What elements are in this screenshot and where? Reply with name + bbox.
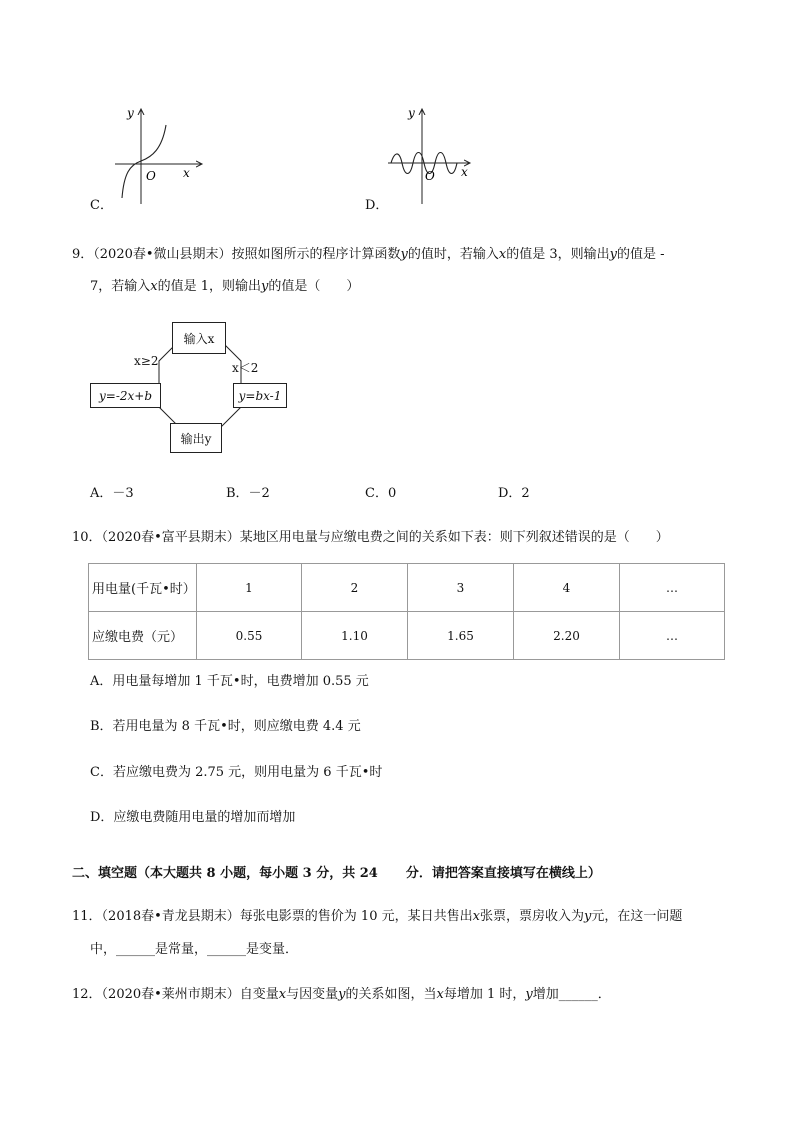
- table-cell: 用电量(千瓦•时）: [89, 564, 197, 612]
- origin-label: O: [425, 169, 435, 183]
- q9-option-c: C．0: [365, 486, 397, 501]
- table-cell: 1.10: [302, 612, 408, 660]
- q10-option-d: D．应缴电费随用电量的增加而增加: [90, 810, 296, 825]
- flow-left-formula-box: y=-2x+b: [90, 383, 161, 408]
- flow-right-condition: x＜2: [232, 361, 259, 375]
- table-cell: 2.20: [514, 612, 620, 660]
- x-axis-label: x: [183, 166, 190, 180]
- q10-option-a: A．用电量每增加 1 千瓦•时，电费增加 0.55 元: [90, 674, 369, 689]
- cubic-curve: [122, 125, 166, 198]
- q10-option-b: B．若用电量为 8 千瓦•时，则应缴电费 4.4 元: [90, 719, 361, 734]
- table-cell: 2: [302, 564, 408, 612]
- q10-option-c: C．若应缴电费为 2.75 元，则用电量为 6 千瓦•时: [90, 765, 383, 780]
- flow-right-formula-box: y=bx-1: [233, 383, 287, 408]
- table-cell: …: [620, 564, 725, 612]
- question-11-line1: 11．（2018春•青龙县期末）每张电影票的售价为 10 元，某日共售出x张票，票房收入为y元，在这一问题: [72, 909, 683, 924]
- question-11-line2: 中，______是常量，______是变量．: [90, 942, 299, 957]
- q9-option-a: A．－3: [90, 486, 134, 501]
- question-10-text: 10．（2020春•富平县期末）某地区用电量与应缴电费之间的关系如下表：则下列叙述错误的是（ ）: [72, 530, 669, 545]
- y-axis-label: y: [408, 106, 415, 120]
- origin-label: O: [146, 169, 156, 183]
- question-9-line2: 7，若输入x的值是 1，则输出y的值是（ ）: [90, 279, 360, 294]
- table-cell: 1: [197, 564, 302, 612]
- flow-output-box: 输出y: [170, 423, 222, 453]
- graph-d: [385, 103, 485, 208]
- table-cell: 1.65: [408, 612, 514, 660]
- flow-left-condition: x≥2: [134, 354, 159, 368]
- section-2-heading: 二、填空题（本大题共 8 小题，每小题 3 分，共 24 分．请把答案直接填写在横线上）: [72, 866, 601, 881]
- table-cell: 4: [514, 564, 620, 612]
- graph-c: [110, 103, 210, 208]
- x-axis-label: x: [461, 165, 468, 179]
- graph-d-svg: [385, 103, 485, 208]
- graph-d-label: D．: [365, 198, 389, 213]
- q9-option-b: B．－2: [226, 486, 270, 501]
- q9-option-d: D．2: [498, 486, 530, 501]
- table-row: [89, 612, 725, 660]
- flowchart: [88, 318, 288, 453]
- question-12-text: 12．（2020春•莱州市期末）自变量x与因变量y的关系如图，当x每增加 1 时，y增加______．: [72, 987, 611, 1002]
- table-cell: …: [620, 612, 725, 660]
- flow-input-box: 输入x: [172, 322, 226, 354]
- graph-c-label: C．: [90, 198, 113, 213]
- table-cell: 3: [408, 564, 514, 612]
- graph-c-svg: [110, 103, 210, 208]
- table-cell: 应缴电费（元）: [89, 612, 197, 660]
- question-9-line1: 9．（2020春•微山县期末）按照如图所示的程序计算函数y的值时，若输入x的值是 3，则输出y的值是 -: [72, 247, 665, 262]
- table-row: [89, 564, 725, 612]
- table-cell: 0.55: [197, 612, 302, 660]
- electricity-table: [88, 563, 725, 660]
- y-axis-label: y: [127, 106, 134, 120]
